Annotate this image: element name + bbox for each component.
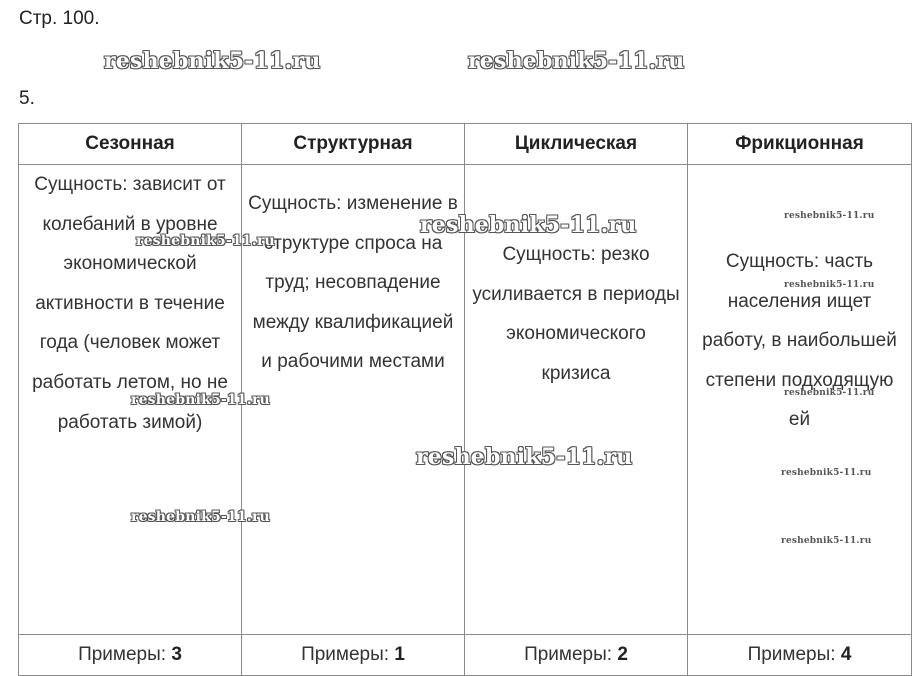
watermark-top-left: reshebnik5-11.ru — [104, 48, 321, 74]
examples-label: Примеры: — [78, 644, 167, 665]
description-row — [19, 165, 912, 635]
page-reference: Стр. 100. — [19, 8, 100, 29]
examples-value: 4 — [840, 644, 852, 665]
examples-value: 2 — [617, 644, 628, 665]
watermark-top-right: reshebnik5-11.ru — [468, 48, 685, 74]
description-cyclical-text: Сущность: резко усиливается в периоды экономического кризиса — [472, 244, 680, 384]
watermark-frictional-4: reshebnik5-11.ru — [781, 468, 872, 478]
watermark-frictional-3: reshebnik5-11.ru — [784, 388, 875, 398]
examples-seasonal — [19, 635, 242, 676]
header-frictional: Фрикционная — [688, 124, 912, 165]
watermark-frictional-5: reshebnik5-11.ru — [781, 536, 872, 546]
examples-cyclical — [465, 635, 688, 676]
examples-frictional — [688, 635, 912, 676]
description-frictional — [688, 165, 912, 635]
description-seasonal-text: Сущность: зависит от колебаний в уровне экономической активности в течение года (человек может работать летом, но не работать зимой) — [32, 174, 228, 433]
examples-value: 3 — [171, 644, 182, 665]
task-number: 5. — [19, 88, 35, 109]
watermark-table-center-top: reshebnik5-11.ru — [420, 212, 637, 238]
watermark-seasonal-3: reshebnik5-11.ru — [131, 509, 270, 525]
description-cyclical — [465, 165, 688, 635]
watermark-frictional-2: reshebnik5-11.ru — [784, 280, 875, 290]
watermark-table-center-bottom: reshebnik5-11.ru — [416, 444, 633, 470]
watermark-frictional-1: reshebnik5-11.ru — [784, 211, 875, 221]
examples-value: 1 — [394, 644, 405, 665]
examples-label: Примеры: — [301, 644, 390, 665]
header-row — [19, 124, 912, 165]
examples-label: Примеры: — [524, 644, 613, 665]
header-structural: Структурная — [242, 124, 465, 165]
examples-label: Примеры: — [747, 644, 836, 665]
header-seasonal: Сезонная — [19, 124, 242, 165]
unemployment-types-table — [18, 123, 912, 676]
header-cyclical: Циклическая — [465, 124, 688, 165]
description-structural — [242, 165, 465, 635]
examples-row — [19, 635, 912, 676]
examples-structural — [242, 635, 465, 676]
description-seasonal — [19, 165, 242, 635]
description-structural-text: Сущность: изменение в структуре спроса на труд; несовпадение между квалификацией и рабочими местами — [248, 193, 458, 373]
watermark-seasonal-2: reshebnik5-11.ru — [131, 392, 270, 408]
watermark-seasonal-1: reshebnik5-11.ru — [136, 233, 275, 249]
description-frictional-text: Сущность: часть населения ищет работу, в наибольшей степени подходящую ей — [702, 251, 897, 431]
